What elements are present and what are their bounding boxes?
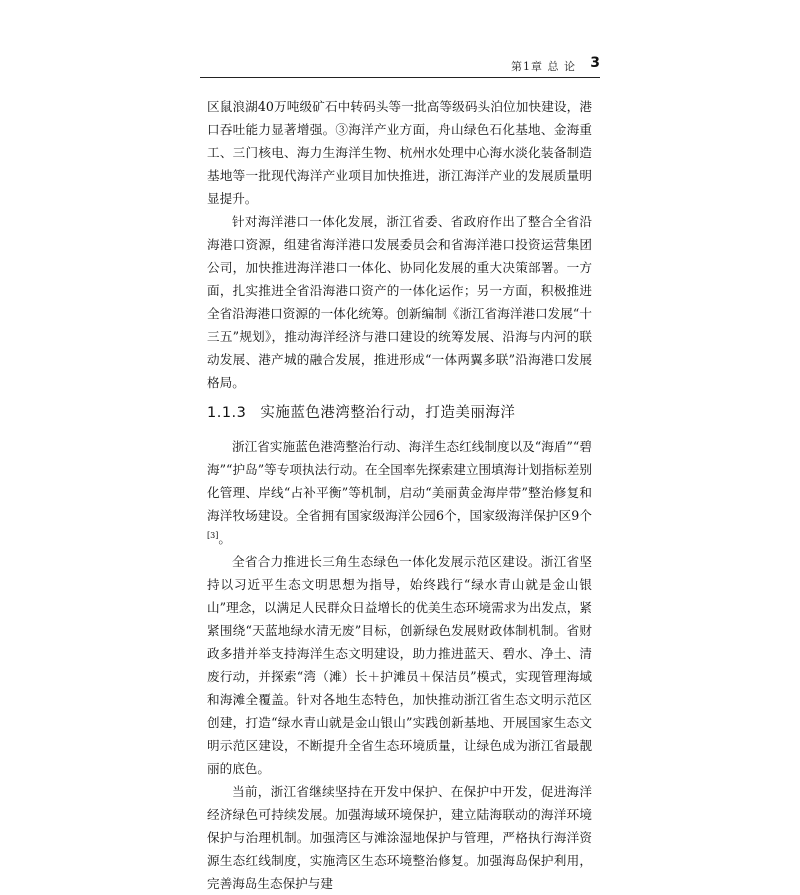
running-head [200,57,600,78]
page-number: 3 [590,55,600,71]
section-title: 实施蓝色港湾整治行动，打造美丽海洋 [260,405,516,421]
section-number: 1.1.3 [207,405,247,421]
page-body [207,95,592,895]
citation-ref: [3] [207,530,219,540]
paragraph-eco-demo-zone: 全省合力推进长三角生态绿色一体化发展示范区建设。浙江省坚持以习近平生态文明思想为指导，始终践行“绿水青山就是金山银山”理念，以满足人民群众日益增长的优美生态环境需求为出发点，紧紧围绕“天蓝地绿水清无废”目标，创新绿色发展财政体制机制。省财政多措并举支持海洋生态文明建设，助力推进蓝天、碧水、净土、清废行动，并探索“湾（滩）长＋护滩员＋保洁员”模式，实现管理海域和海滩全覆盖。针对各地生态特色，加快推动浙江省生态文明示范区创建，打造“绿水青山就是金山银山”实践创新基地、开展国家生态文明示范区建设，不断提升全省生态环境质量，让绿色成为浙江省最靓丽的底色。 [207,554,592,776]
chapter-title: 第1章 总 论 [511,60,576,73]
paragraph-port-integration: 针对海洋港口一体化发展，浙江省委、省政府作出了整合全省沿海港口资源，组建省海洋港口发展委员会和省海洋港口投资运营集团公司，加快推进海洋港口一体化、协同化发展的重大决策部署。一方面，扎实推进全省沿海港口资产的一体化运作；另一方面，积极推进全省沿海港口资源的一体化统筹。创新编制《浙江省海洋港口发展“十三五”规划》，推动海洋经济与港口建设的统筹发展、沿海与内河的联动发展、港产城的融合发展，推进形成“一体两翼多联”沿海港口发展格局。 [207,214,592,390]
paragraph-end: 。 [218,531,231,546]
paragraph-current-policy: 当前，浙江省继续坚持在开发中保护、在保护中开发，促进海洋经济绿色可持续发展。加强海域环境保护，建立陆海联动的海洋环境保护与治理机制。加强湾区与滩涂湿地保护与管理，严格执行海洋资源生态红线制度，实施湾区生态环境整治修复。加强海岛保护利用，完善海岛生态保护与建 [207,784,592,891]
paragraph-continued: 区鼠浪湖40万吨级矿石中转码头等一批高等级码头泊位加快建设，港口吞吐能力显著增强。③海洋产业方面，舟山绿色石化基地、金海重工、三门核电、海力生海洋生物、杭州水处理中心海水淡化装备制造基地等一批现代海洋产业项目加快推进，浙江海洋产业的发展质量明显提升。 [207,99,592,206]
section-heading [207,401,592,425]
paragraph-text: 浙江省实施蓝色港湾整治行动、海洋生态红线制度以及“海盾”“碧海”“护岛”等专项执法行动。在全国率先探索建立围填海计划指标差别化管理、岸线“占补平衡”等机制，启动“美丽黄金海岸带”整治修复和海洋牧场建设。全省拥有国家级海洋公园6个，国家级海洋保护区9个 [207,439,592,523]
paragraph-blue-bay [207,435,592,550]
